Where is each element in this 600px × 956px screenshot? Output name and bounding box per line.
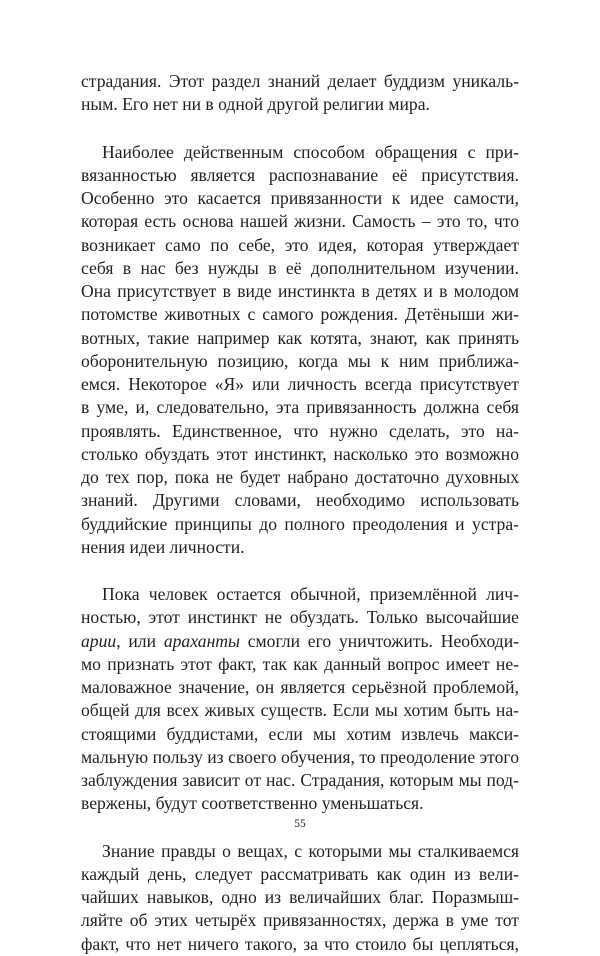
- text-line: ным. Его нет ни в одной другой религии мира.: [81, 94, 430, 115]
- text-line: оборонительную позицию, когда мы к ним приближа-: [81, 350, 519, 371]
- text-line: потомстве животных с самого рождения. Детёныши жи-: [81, 304, 519, 325]
- text-line: маловажное значение, он является серьёзной проблемой,: [81, 677, 519, 697]
- text-line: каждый день, следует рассматривать как один из вели-: [81, 863, 519, 884]
- text-line: вотных, такие например как котята, знают, как принять: [81, 327, 519, 348]
- italic-term-arahanty: араханты: [163, 630, 240, 651]
- italic-term-arii: арии: [81, 630, 117, 651]
- text-line: мальную пользу из своего обучения, то преодоление этого: [81, 746, 519, 767]
- text-line: емся. Некоторое «Я» или личность всегда присутствует: [81, 374, 519, 394]
- text-line: общей для всех живых существ. Если мы хотим быть на-: [81, 700, 519, 721]
- text-fragment: смогли его уничтожить. Необходи-: [239, 630, 519, 651]
- text-line: Она присутствует в виде инстинкта в детях и в молодом: [81, 281, 519, 301]
- text-line: вязанностью является распознавание её присутствия.: [81, 164, 519, 185]
- text-line: в уме, и, следовательно, эта привязанность должна себя: [81, 397, 519, 418]
- text-line: которая есть основа нашей жизни. Самость – это то, что: [81, 211, 519, 232]
- text-line: буддийские принципы до полного преодоления и устра-: [81, 513, 519, 534]
- paragraph-1: [81, 70, 519, 117]
- text-line: Пока человек остается обычной, приземлённой лич-: [102, 584, 519, 604]
- text-line: факт, что нет ничего такого, за что стоило бы цепляться,: [81, 933, 519, 954]
- paragraph-3: [81, 583, 519, 816]
- paragraph-4: [81, 840, 519, 956]
- text-line: до тех пор, пока не будет набрано достаточно духовных: [81, 467, 519, 487]
- text-line: вержены, будут соответственно уменьшаться.: [81, 793, 424, 814]
- text-line: [81, 630, 519, 653]
- text-line: чайших навыков, одно из величайших благ. Поразмыш-: [81, 887, 519, 907]
- text-line: страдания. Этот раздел знаний делает буддизм уникаль-: [81, 71, 519, 91]
- text-line: столько обуздать этот инстинкт, насколько это возможно: [81, 443, 519, 464]
- text-line: стоящими буддистами, если мы хотим извлечь макси-: [81, 723, 519, 744]
- text-line: возникает само по себе, это идея, которая утверждает: [81, 234, 519, 255]
- paragraph-2: [81, 141, 519, 560]
- text-line: проявлять. Единственное, что нужно сделать, это на-: [81, 420, 519, 441]
- text-line: Особенно это касается привязанности к идее самости,: [81, 188, 519, 208]
- text-line: нения идеи личности.: [81, 536, 245, 557]
- text-line: себя в нас без нужды в её дополнительном изучении.: [81, 257, 519, 278]
- text-line: Наиболее действенным способом обращения с при-: [102, 141, 519, 162]
- text-fragment: , или: [116, 630, 164, 651]
- page-number: 55: [294, 818, 306, 830]
- text-line: знаний. Другими словами, необходимо использовать: [81, 490, 519, 511]
- text-line: ностью, этот инстинкт не обуздать. Только высочайшие: [81, 607, 519, 628]
- text-line: мо признать этот факт, так как данный вопрос имеет не-: [81, 653, 519, 674]
- text-line: заблуждения зависит от нас. Страдания, которым мы под-: [81, 770, 519, 790]
- text-line: ляйте об этих четырёх привязанностях, держа в уме тот: [81, 910, 519, 931]
- text-line: Знание правды о вещах, с которыми мы сталкиваемся: [102, 840, 519, 861]
